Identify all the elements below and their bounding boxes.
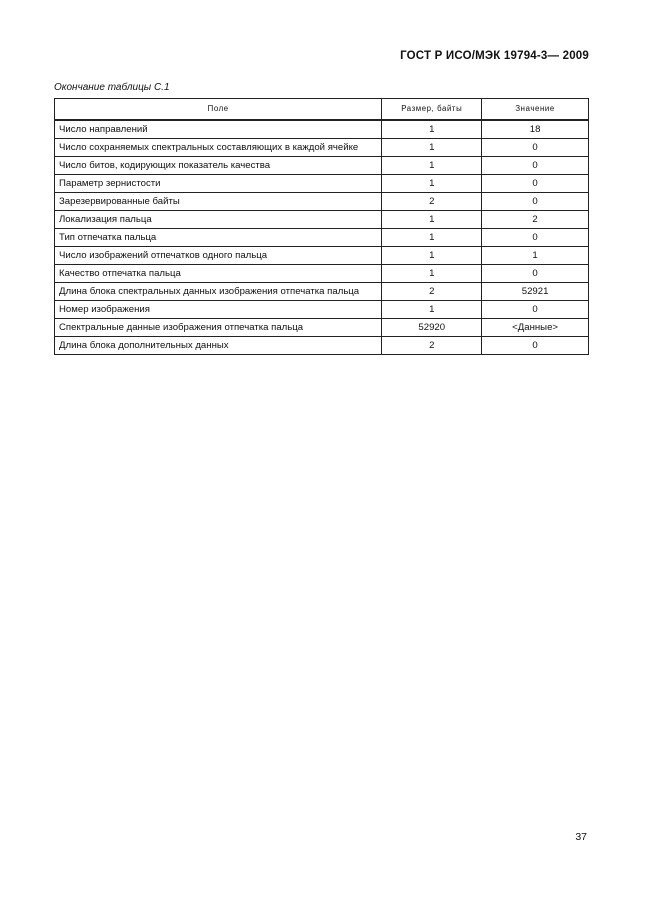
- cell-size: 2: [382, 283, 482, 301]
- cell-size: 2: [382, 337, 482, 355]
- cell-field: Локализация пальца: [55, 211, 382, 229]
- cell-value: 0: [482, 157, 589, 175]
- cell-field: Число направлений: [55, 120, 382, 139]
- table-row: [55, 157, 589, 175]
- cell-size: 1: [382, 211, 482, 229]
- cell-value: 18: [482, 120, 589, 139]
- table-row: [55, 229, 589, 247]
- cell-size: 1: [382, 157, 482, 175]
- table-row: [55, 247, 589, 265]
- cell-field: Зарезервированные байты: [55, 193, 382, 211]
- table-row: [55, 283, 589, 301]
- table-body: [55, 120, 589, 355]
- table-row: [55, 337, 589, 355]
- cell-size: 1: [382, 175, 482, 193]
- cell-value: 0: [482, 301, 589, 319]
- cell-size: 1: [382, 301, 482, 319]
- table-row: [55, 193, 589, 211]
- cell-size: 1: [382, 139, 482, 157]
- cell-size: 1: [382, 120, 482, 139]
- table-row: [55, 301, 589, 319]
- table-row: [55, 211, 589, 229]
- cell-value: 0: [482, 175, 589, 193]
- page-number: 37: [575, 831, 587, 843]
- table-row: [55, 265, 589, 283]
- cell-field: Тип отпечатка пальца: [55, 229, 382, 247]
- column-header-field: Поле: [55, 99, 382, 121]
- table-row: [55, 175, 589, 193]
- cell-size: 2: [382, 193, 482, 211]
- cell-size: 1: [382, 247, 482, 265]
- column-header-value: Значение: [482, 99, 589, 121]
- table-caption: Окончание таблицы С.1: [54, 82, 170, 93]
- cell-field: Число битов, кодирующих показатель качества: [55, 157, 382, 175]
- cell-value: 0: [482, 139, 589, 157]
- cell-field: Длина блока спектральных данных изображения отпечатка пальца: [55, 283, 382, 301]
- column-header-size: Размер, байты: [382, 99, 482, 121]
- spec-table: [54, 98, 589, 355]
- table-row: [55, 120, 589, 139]
- cell-field: Число сохраняемых спектральных составляющих в каждой ячейке: [55, 139, 382, 157]
- cell-field: Спектральные данные изображения отпечатка пальца: [55, 319, 382, 337]
- cell-size: 52920: [382, 319, 482, 337]
- table-row: [55, 139, 589, 157]
- cell-field: Параметр зернистости: [55, 175, 382, 193]
- cell-value: 0: [482, 229, 589, 247]
- document-standard-title: ГОСТ Р ИСО/МЭК 19794-3— 2009: [400, 50, 589, 62]
- cell-value: 52921: [482, 283, 589, 301]
- table-header-row: [55, 99, 589, 121]
- cell-field: Длина блока дополнительных данных: [55, 337, 382, 355]
- cell-field: Номер изображения: [55, 301, 382, 319]
- cell-value: 0: [482, 265, 589, 283]
- cell-value: 2: [482, 211, 589, 229]
- cell-value: 0: [482, 193, 589, 211]
- cell-size: 1: [382, 265, 482, 283]
- cell-field: Качество отпечатка пальца: [55, 265, 382, 283]
- cell-size: 1: [382, 229, 482, 247]
- cell-value: 0: [482, 337, 589, 355]
- table-row: [55, 319, 589, 337]
- cell-field: Число изображений отпечатков одного пальца: [55, 247, 382, 265]
- cell-value: <Данные>: [482, 319, 589, 337]
- cell-value: 1: [482, 247, 589, 265]
